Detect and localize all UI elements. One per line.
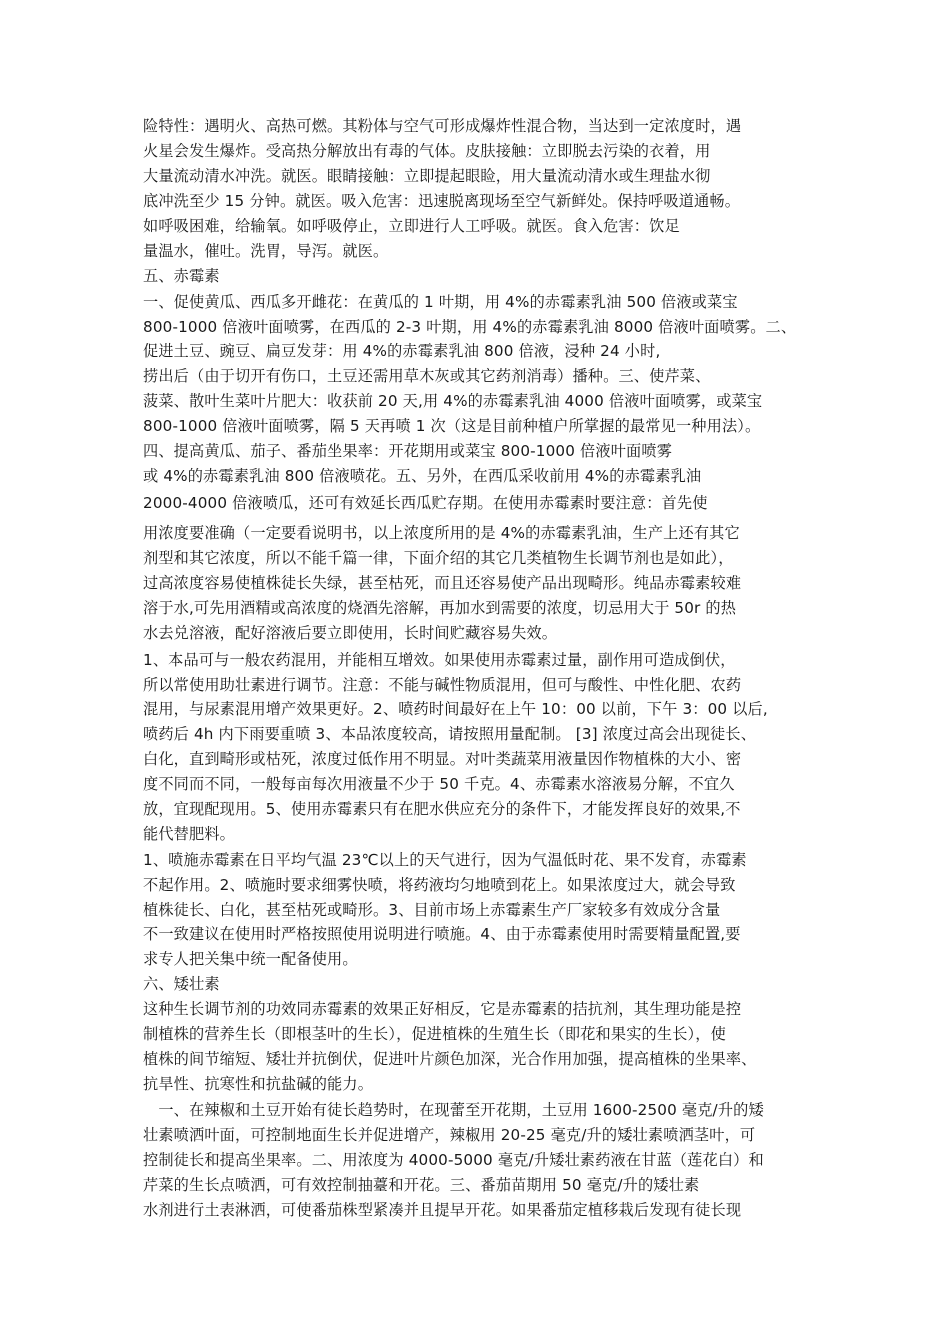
text-line: 喷药后 4h 内下雨要重喷 3、本品浓度较高，请按照用量配制。 [3] 浓度过高会出现徒长、 bbox=[143, 725, 757, 743]
text-line: 剂型和其它浓度，所以不能千篇一律，下面介绍的其它几类植物生长调节剂也是如此）， bbox=[143, 549, 734, 567]
text-line: 促进土豆、豌豆、扁豆发芽：用 4%的赤霉素乳油 800 倍液，浸种 24 小时, bbox=[143, 342, 661, 360]
text-line: 植株的间节缩短、矮壮并抗倒伏，促进叶片颜色加深，光合作用加强，提高植株的坐果率、 bbox=[143, 1050, 757, 1068]
text-line: 四、提高黄瓜、茄子、番茄坐果率：开花期用或菜宝 800-1000 倍液叶面喷雾 bbox=[143, 442, 673, 460]
text-line: 800-1000 倍液叶面喷雾，在西瓜的 2-3 叶期，用 4%的赤霉素乳油 8000 倍液叶面喷雾。二、 bbox=[143, 318, 797, 336]
text-line: 植株徒长、白化，甚至枯死或畸形。3、目前市场上赤霉素生产厂家较多有效成分含量 bbox=[143, 901, 721, 919]
text-line: 这种生长调节剂的功效同赤霉素的效果正好相反，它是赤霉素的拮抗剂，其生理功能是控 bbox=[143, 1000, 742, 1018]
text-line: 不起作用。2、喷施时要求细雾快喷，将药液均匀地喷到花上。如果浓度过大，就会导致 bbox=[143, 876, 736, 894]
text-line: 能代替肥料。 bbox=[143, 825, 236, 843]
text-line: 溶于水,可先用酒精或高浓度的烧酒先溶解，再加水到需要的浓度，切忌用大于 50r 的热 bbox=[143, 599, 737, 617]
section-heading: 六、矮壮素 bbox=[143, 975, 220, 993]
section-heading: 五、赤霉素 bbox=[143, 267, 220, 285]
text-line: 过高浓度容易使植株徒长失绿，甚至枯死，而且还容易使产品出现畸形。纯品赤霉素较难 bbox=[143, 574, 742, 592]
text-line: 2000-4000 倍液喷瓜，还可有效延长西瓜贮存期。在使用赤霉素时要注意：首先使 bbox=[143, 494, 708, 512]
text-line: 800-1000 倍液叶面喷雾，隔 5 天再喷 1 次（这是目前种植户所掌握的最常见一种用法）。 bbox=[143, 417, 761, 435]
text-line: 如呼吸困难，给输氧。如呼吸停止，立即进行人工呼吸。就医。食入危害：饮足 bbox=[143, 217, 680, 235]
text-line: 底冲洗至少 15 分钟。就医。吸入危害：迅速脱离现场至空气新鲜处。保持呼吸道通畅。 bbox=[143, 192, 741, 210]
text-line: 芹菜的生长点喷洒，可有效控制抽薹和开花。三、番茄苗期用 50 毫克/升的矮壮素 bbox=[143, 1176, 700, 1194]
text-line: 险特性：遇明火、高热可燃。其粉体与空气可形成爆炸性混合物，当达到一定浓度时，遇 bbox=[143, 117, 742, 135]
text-line: 1、喷施赤霉素在日平均气温 23℃以上的天气进行，因为气温低时花、果不发育，赤霉素 bbox=[143, 851, 747, 869]
text-line: 抗旱性、抗寒性和抗盐碱的能力。 bbox=[143, 1075, 374, 1093]
text-line: 大量流动清水冲洗。就医。眼睛接触：立即提起眼睑，用大量流动清水或生理盐水彻 bbox=[143, 167, 711, 185]
text-line: 不一致建议在使用时严格按照使用说明进行喷施。4、由于赤霉素使用时需要精量配置,要 bbox=[143, 925, 741, 943]
text-line: 控制徒长和提高坐果率。二、用浓度为 4000-5000 毫克/升矮壮素药液在甘蓝（莲花白）和 bbox=[143, 1151, 764, 1169]
text-line: 放，宜现配现用。5、使用赤霉素只有在肥水供应充分的条件下，才能发挥良好的效果,不 bbox=[143, 800, 741, 818]
text-line: 制植株的营养生长（即根茎叶的生长），促进植株的生殖生长（即花和果实的生长），使 bbox=[143, 1025, 726, 1043]
text-line: 一、在辣椒和土豆开始有徒长趋势时，在现蕾至开花期，土豆用 1600-2500 毫克/升的矮 bbox=[143, 1101, 764, 1119]
text-line: 或 4%的赤霉素乳油 800 倍液喷花。五、另外，在西瓜采收前用 4%的赤霉素乳油 bbox=[143, 467, 702, 485]
text-line: 水剂进行土表淋洒，可使番茄株型紧凑并且提早开花。如果番茄定植移栽后发现有徒长现 bbox=[143, 1201, 742, 1219]
text-line: 混用，与尿素混用增产效果更好。2、喷药时间最好在上午 10：00 以前，下午 3：00 以后, bbox=[143, 700, 768, 718]
text-line: 度不同而不同，一般每亩每次用液量不少于 50 千克。4、赤霉素水溶液易分解，不宜久 bbox=[143, 775, 735, 793]
text-line: 1、本品可与一般农药混用，并能相互增效。如果使用赤霉素过量，副作用可造成倒伏， bbox=[143, 651, 736, 669]
text-line: 用浓度要准确（一定要看说明书，以上浓度所用的是 4%的赤霉素乳油，生产上还有其它 bbox=[143, 524, 740, 542]
text-line: 所以常使用助壮素进行调节。注意：不能与碱性物质混用，但可与酸性、中性化肥、农药 bbox=[143, 676, 742, 694]
text-line: 求专人把关集中统一配备使用。 bbox=[143, 950, 358, 968]
text-line: 壮素喷洒叶面，可控制地面生长并促进增产，辣椒用 20-25 毫克/升的矮壮素喷洒茎叶，可 bbox=[143, 1126, 756, 1144]
text-line: 菠菜、散叶生菜叶片肥大：收获前 20 天,用 4%的赤霉素乳油 4000 倍液叶面喷雾，或菜宝 bbox=[143, 392, 763, 410]
text-line: 一、促使黄瓜、西瓜多开雌花：在黄瓜的 1 叶期，用 4%的赤霉素乳油 500 倍液或菜宝 bbox=[143, 293, 738, 311]
text-line: 捞出后（由于切开有伤口，土豆还需用草木灰或其它药剂消毒）播种。三、使芹菜、 bbox=[143, 367, 711, 385]
text-line: 火星会发生爆炸。受高热分解放出有毒的气体。皮肤接触：立即脱去污染的衣着，用 bbox=[143, 142, 711, 160]
text-line: 水去兑溶液，配好溶液后要立即使用，长时间贮藏容易失效。 bbox=[143, 624, 558, 642]
text-line: 白化，直到畸形或枯死，浓度过低作用不明显。对叶类蔬菜用液量因作物植株的大小、密 bbox=[143, 750, 742, 768]
text-line: 量温水，催吐。洗胃，导泻。就医。 bbox=[143, 242, 389, 260]
